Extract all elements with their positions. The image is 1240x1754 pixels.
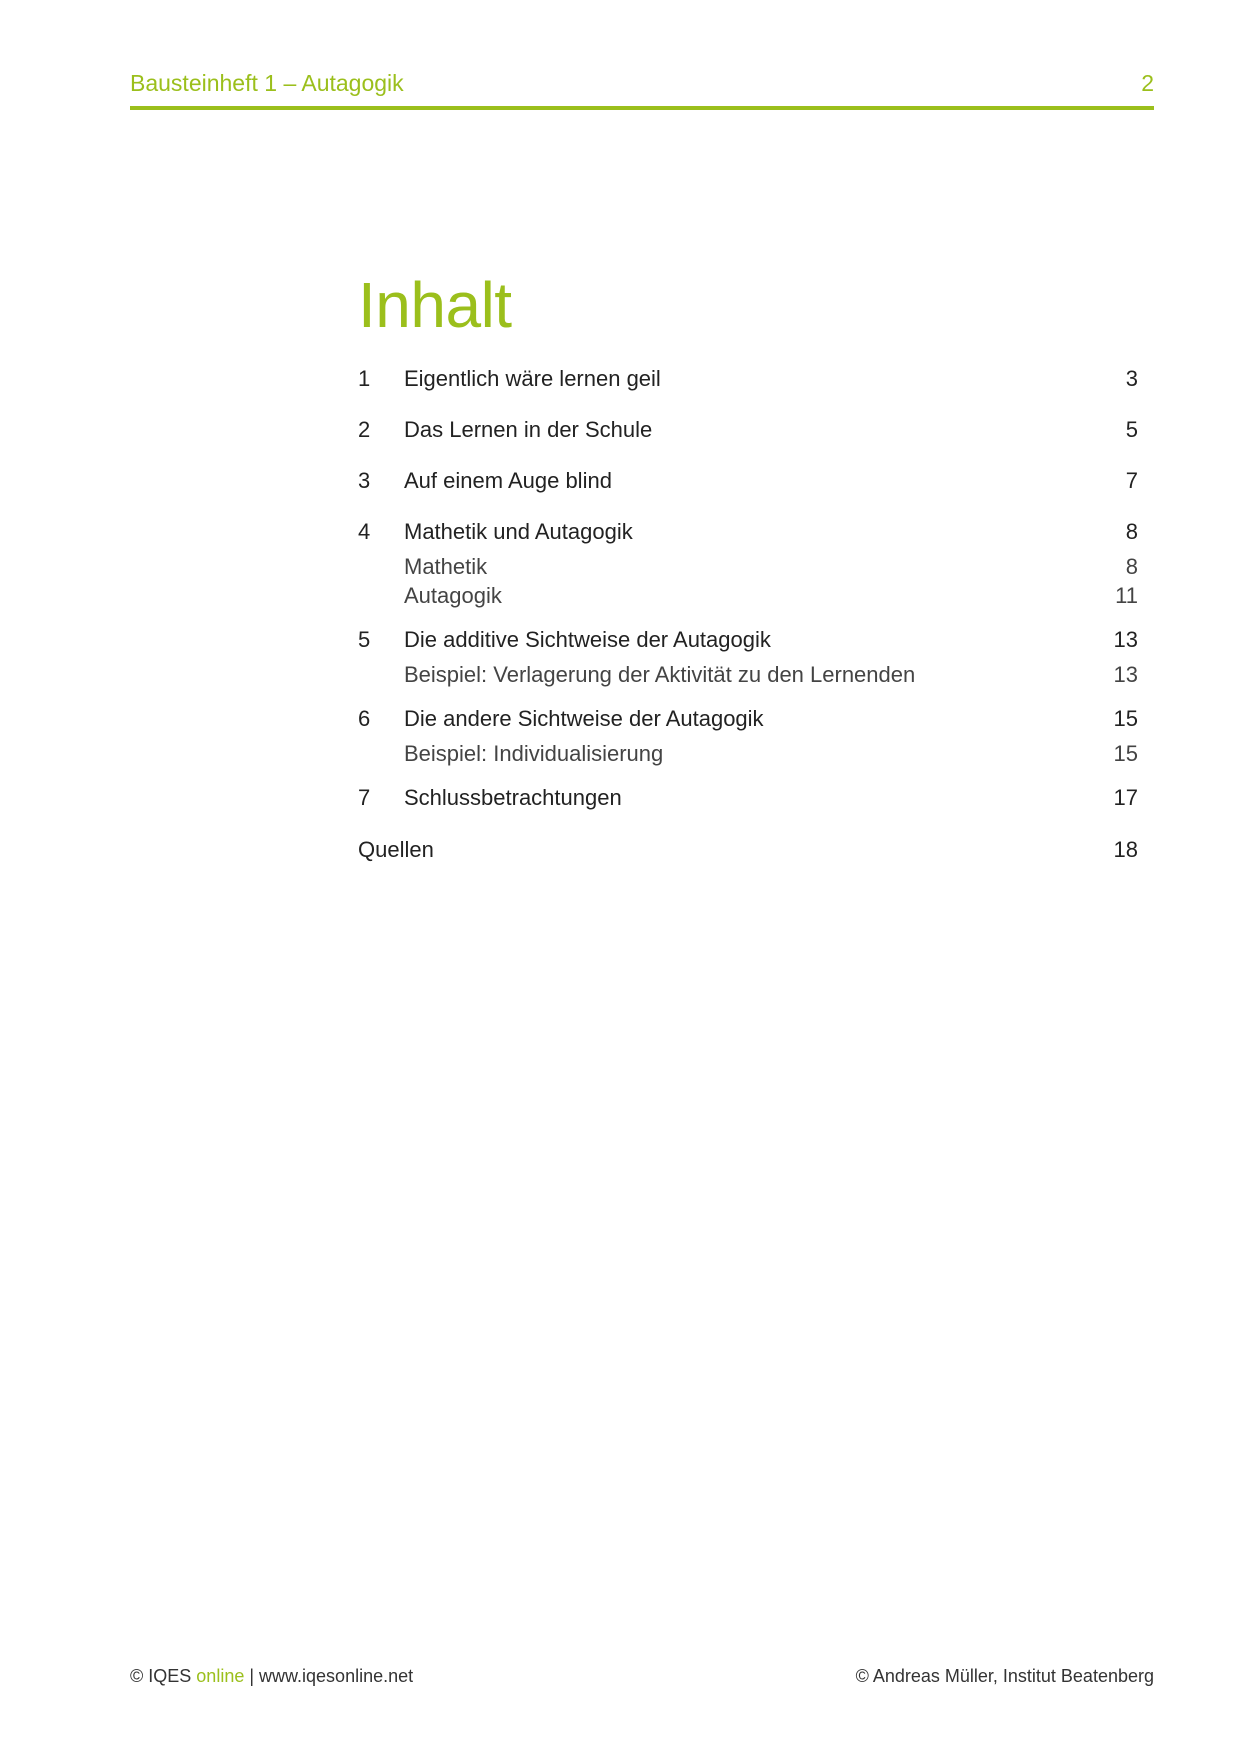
toc-subentry-page: 13 (1113, 662, 1138, 687)
toc-entry-2[interactable] (358, 415, 1138, 445)
toc-subentry-label: Beispiel: Verlagerung der Aktivität zu den Lernenden (404, 662, 916, 687)
toc-entry-page: 15 (1113, 706, 1138, 731)
toc-entry-label: Die additive Sichtweise der Autagogik (404, 627, 771, 652)
footer-copyright-iqes (130, 1666, 413, 1687)
toc-title: Inhalt (358, 269, 512, 341)
toc-entry-5[interactable] (358, 625, 1138, 655)
footer-left-accent: online (196, 1666, 245, 1686)
toc-entry-4[interactable] (358, 517, 1138, 547)
toc-entry-sources[interactable] (358, 835, 1138, 865)
toc-subentry-6-1[interactable] (358, 739, 1138, 768)
toc-entry-number: 2 (358, 417, 371, 442)
toc-subentry-label: Autagogik (404, 583, 502, 608)
footer-copyright-author: © Andreas Müller, Institut Beatenberg (855, 1666, 1154, 1686)
toc-entry-number: 4 (358, 519, 371, 544)
footer-left-prefix: © IQES (130, 1666, 192, 1686)
header-title: Bausteinheft 1 – Autagogik (130, 70, 404, 96)
toc-entry-number: 5 (358, 627, 371, 652)
toc-entry-7[interactable] (358, 783, 1138, 813)
toc-entry-page: 17 (1113, 785, 1138, 810)
toc-entry-page: 3 (1125, 366, 1138, 391)
toc-entry-page: 13 (1113, 627, 1138, 652)
toc-entry-number: 6 (358, 706, 371, 731)
toc-entry-label: Das Lernen in der Schule (404, 417, 653, 442)
toc-subentry-page: 11 (1115, 583, 1138, 608)
toc-subentry-4-1[interactable] (358, 552, 1138, 581)
page-header (130, 66, 1154, 110)
toc-subentry-4-2[interactable] (358, 581, 1138, 610)
toc-entry-page: 5 (1125, 417, 1138, 442)
toc-entry-label: Quellen (358, 837, 434, 862)
toc-entry-label: Auf einem Auge blind (404, 468, 612, 493)
toc-entry-number: 1 (358, 366, 371, 391)
toc-entry-1[interactable] (358, 364, 1138, 394)
toc-entry-number: 3 (358, 468, 371, 493)
toc-entry-3[interactable] (358, 466, 1138, 496)
toc-entry-number: 7 (358, 785, 371, 810)
toc-subentry-label: Beispiel: Individualisierung (404, 741, 664, 766)
toc-entry-page: 8 (1125, 519, 1138, 544)
table-of-contents (358, 364, 1138, 865)
toc-subentry-label: Mathetik (404, 554, 488, 579)
toc-entry-page: 18 (1113, 837, 1138, 862)
toc-entry-page: 7 (1125, 468, 1138, 493)
toc-entry-label: Die andere Sichtweise der Autagogik (404, 706, 764, 731)
toc-entry-label: Schlussbetrachtungen (404, 785, 622, 810)
toc-subentry-5-1[interactable] (358, 660, 1138, 689)
footer-left-url[interactable]: | www.iqesonline.net (249, 1666, 414, 1686)
toc-entry-label: Eigentlich wäre lernen geil (404, 366, 661, 391)
toc-subentry-page: 8 (1125, 554, 1138, 579)
toc-entry-6[interactable] (358, 704, 1138, 734)
toc-subentry-page: 15 (1113, 741, 1138, 766)
header-page-number: 2 (1141, 70, 1154, 96)
toc-entry-label: Mathetik und Autagogik (404, 519, 633, 544)
